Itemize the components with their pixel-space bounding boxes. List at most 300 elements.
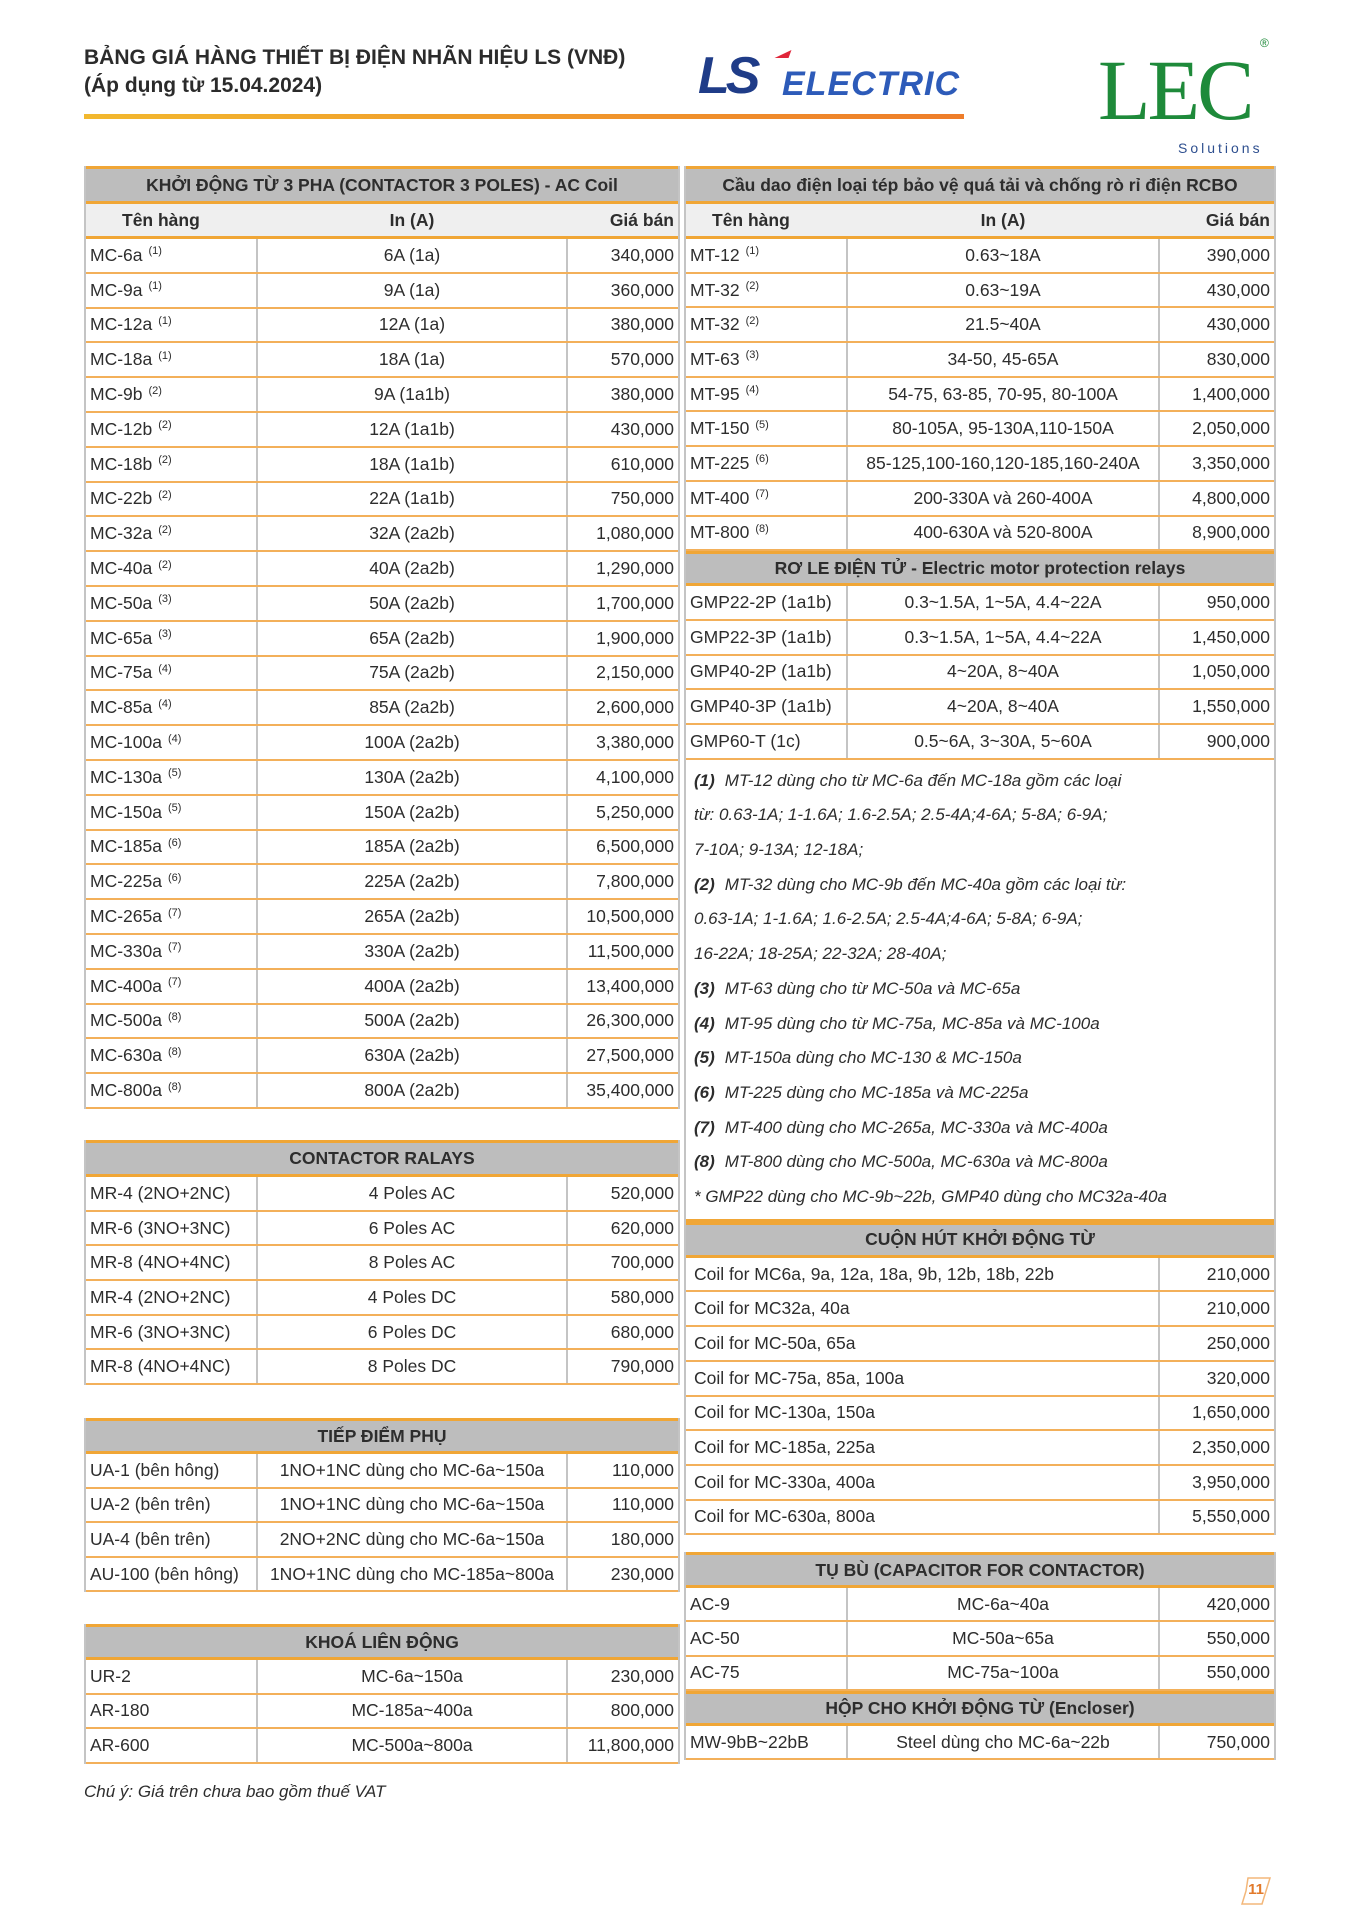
cell-name	[86, 239, 256, 272]
section-title: KHOÁ LIÊN ĐỘNG	[86, 1624, 678, 1660]
cell-name-text: MC-9b	[90, 384, 143, 405]
footnote-ref: (1)	[158, 314, 172, 327]
cell-price	[1160, 274, 1274, 307]
cell-name	[86, 1729, 256, 1762]
cell-price	[568, 761, 678, 794]
cell-name	[686, 1657, 846, 1689]
cell-rating-text: 225A (2a2b)	[364, 871, 460, 892]
cell-price	[568, 552, 678, 585]
cell-spec	[256, 1523, 568, 1556]
footnote-text: MT-800 dùng cho MC-500a, MC-630a và MC-800a	[724, 1152, 1108, 1172]
cell-name	[686, 690, 846, 723]
cell-name-text: GMP22-2P (1a1b)	[690, 592, 832, 613]
cell-name	[686, 517, 846, 550]
table-row	[686, 1258, 1274, 1293]
cell-price-text: 27,500,000	[586, 1045, 674, 1066]
cell-price	[568, 483, 678, 516]
cell-name	[86, 587, 256, 620]
footnote-ref: (4)	[158, 662, 172, 675]
cell-price-text: 1,650,000	[1192, 1402, 1270, 1423]
cell-price	[568, 1005, 678, 1038]
cell-rating	[256, 343, 568, 376]
cell-price	[1160, 1292, 1274, 1325]
footnote-ref: (2)	[148, 384, 162, 397]
cell-name-text: MT-150	[690, 418, 750, 439]
cell-name	[86, 1177, 256, 1210]
cell-name	[686, 1622, 846, 1654]
table-row	[686, 412, 1274, 447]
cell-rating-text: 54-75, 63-85, 70-95, 80-100A	[888, 383, 1118, 404]
footnote-ref: (1)	[745, 245, 760, 258]
cell-name-text: AC-9	[690, 1593, 730, 1614]
cell-price	[568, 517, 678, 550]
cell-name	[86, 483, 256, 516]
cell-rating-text: 500A (2a2b)	[364, 1010, 460, 1031]
table-row	[686, 1362, 1274, 1397]
cell-rating	[846, 517, 1160, 550]
cell-name-text: MR-6 (3NO+3NC)	[90, 1217, 231, 1238]
cell-price-text: 3,350,000	[1192, 452, 1270, 473]
footnote-line	[694, 764, 1266, 799]
cell-price	[568, 1316, 678, 1349]
cell-name	[686, 1327, 1160, 1360]
cell-rating-text: 6A (1a)	[383, 244, 441, 265]
cell-rating-text: 32A (2a2b)	[369, 523, 455, 544]
footnote-line	[694, 833, 1266, 868]
cell-rating	[256, 1074, 568, 1107]
table-row	[86, 1039, 678, 1074]
cell-rating-text: 0.5~6A, 3~30A, 5~60A	[914, 730, 1092, 751]
footnote-number: (8)	[694, 1152, 715, 1172]
col-name-header: Tên hàng	[122, 209, 200, 230]
cell-price-text: 4,800,000	[1192, 487, 1270, 508]
cell-rating-text: 9A (1a1b)	[374, 384, 450, 405]
cell-price-text: 2,050,000	[1192, 418, 1270, 439]
cell-price	[568, 622, 678, 655]
cell-name-text: MT-225	[690, 452, 750, 473]
cell-name-text: Coil for MC6a, 9a, 12a, 18a, 9b, 12b, 18b, 22b	[694, 1263, 1054, 1284]
cell-name	[86, 900, 256, 933]
cell-name	[86, 343, 256, 376]
cell-rating-text: 4~20A, 8~40A	[947, 696, 1059, 717]
cell-spec-text: MC-6a~150a	[361, 1665, 463, 1686]
cell-rating	[256, 622, 568, 655]
cell-price-text: 35,400,000	[586, 1080, 674, 1101]
table-row	[686, 447, 1274, 482]
cell-price	[1160, 308, 1274, 341]
cell-price-text: 110,000	[612, 1459, 674, 1480]
cell-spec	[846, 1657, 1160, 1689]
section-title: RƠ LE ĐIỆN TỬ - Electric motor protection relays	[686, 551, 1274, 586]
cell-price-text: 830,000	[1206, 348, 1270, 369]
footnote-ref: (4)	[158, 697, 172, 710]
cell-name	[686, 621, 846, 654]
cell-rating-text: 85-125,100-160,120-185,160-240A	[866, 452, 1140, 473]
cell-rating	[256, 1005, 568, 1038]
cell-name	[86, 1316, 256, 1349]
lec-logo-sub: Solutions	[1178, 140, 1263, 156]
cell-price-text: 1,080,000	[596, 523, 674, 544]
cell-price-text: 8,900,000	[1192, 522, 1270, 543]
cell-name	[86, 517, 256, 550]
cell-spec	[846, 1622, 1160, 1654]
footnote-text: MT-225 dùng cho MC-185a và MC-225a	[724, 1082, 1029, 1102]
cell-name-text: MC-50a	[90, 592, 153, 613]
footnote-ref: (5)	[167, 802, 182, 815]
footnote-number: (3)	[694, 978, 715, 998]
cell-price	[568, 1660, 678, 1693]
cell-spec-text: MC-185a~400a	[351, 1700, 473, 1721]
cell-price	[568, 1454, 678, 1487]
cell-price	[1160, 1258, 1274, 1291]
cell-name	[86, 970, 256, 1003]
cell-rating	[256, 761, 568, 794]
cell-spec-text: MC-6a~40a	[957, 1593, 1049, 1614]
table-row	[686, 343, 1274, 378]
footnote-ref: (7)	[167, 976, 182, 989]
cell-spec-text: MC-75a~100a	[947, 1662, 1059, 1683]
footnote-ref: (1)	[148, 280, 162, 293]
cell-name-text: GMP60-T (1c)	[690, 730, 801, 751]
footnote-ref: (4)	[167, 732, 182, 745]
cell-price	[1160, 1466, 1274, 1499]
cell-price	[568, 1074, 678, 1107]
cell-rating-text: 400-630A và 520-800A	[913, 522, 1093, 543]
cell-price-text: 1,700,000	[596, 592, 674, 613]
cell-name-text: MC-100a	[90, 732, 162, 753]
cell-price-text: 5,250,000	[596, 801, 674, 822]
cell-price	[1160, 690, 1274, 723]
cell-name-text: Coil for MC-75a, 85a, 100a	[694, 1367, 905, 1388]
table-row	[686, 1622, 1274, 1656]
cell-name-text: UA-4 (bên trên)	[90, 1528, 211, 1549]
cell-name	[686, 725, 846, 758]
cell-price	[1160, 482, 1274, 515]
cell-spec	[846, 1726, 1160, 1759]
cell-price-text: 520,000	[610, 1182, 674, 1203]
cell-price-text: 11,800,000	[587, 1734, 674, 1755]
cell-price-text: 430,000	[1206, 314, 1270, 335]
table-row	[86, 1316, 678, 1351]
cell-rating-text: 9A (1a)	[383, 279, 441, 300]
cell-rating	[256, 796, 568, 829]
cell-rating-text: 75A (2a2b)	[369, 662, 455, 683]
cell-price-text: 750,000	[610, 488, 674, 509]
footnote-ref: (8)	[167, 1045, 182, 1058]
cell-name	[686, 656, 846, 689]
footnote-line	[694, 1180, 1266, 1215]
cell-rating	[256, 413, 568, 446]
cell-price-text: 320,000	[1206, 1367, 1270, 1388]
cell-name	[686, 1397, 1160, 1430]
cell-name-text: MC-65a	[90, 627, 153, 648]
table-row	[686, 1431, 1274, 1466]
cell-name-text: GMP22-3P (1a1b)	[690, 626, 832, 647]
cell-price-text: 1,050,000	[1192, 661, 1270, 682]
table-header	[86, 204, 678, 239]
cell-name	[686, 1726, 846, 1759]
footnote-text: MT-63 dùng cho từ MC-50a và MC-65a	[724, 978, 1021, 998]
cell-rating	[256, 865, 568, 898]
cell-spec	[256, 1558, 568, 1591]
cell-rating	[256, 552, 568, 585]
section-title: CUỘN HÚT KHỞI ĐỘNG TỪ	[686, 1222, 1274, 1258]
ls-logo-mark: LS	[698, 47, 757, 105]
footnote-ref: (7)	[755, 488, 769, 501]
cell-rating	[256, 831, 568, 864]
table-row	[686, 308, 1274, 343]
cell-rating-text: 12A (1a1b)	[369, 418, 455, 439]
cell-price-text: 620,000	[610, 1217, 674, 1238]
cell-spec	[256, 1177, 568, 1210]
cell-rating	[846, 621, 1160, 654]
cell-spec-text: 4 Poles AC	[368, 1182, 456, 1203]
table-row	[686, 378, 1274, 413]
cell-rating-text: 0.3~1.5A, 1~5A, 4.4~22A	[904, 626, 1102, 647]
cell-price-text: 380,000	[610, 314, 674, 335]
cell-rating	[846, 656, 1160, 689]
cell-rating-text: 4~20A, 8~40A	[947, 661, 1059, 682]
cell-name-text: MC-18b	[90, 453, 153, 474]
cell-rating-text: 200-330A và 260-400A	[913, 487, 1093, 508]
cell-name	[86, 622, 256, 655]
cell-name-text: MR-8 (4NO+4NC)	[90, 1252, 231, 1273]
cell-price	[568, 1558, 678, 1591]
cell-name-text: UA-2 (bên trên)	[90, 1494, 211, 1515]
cell-price	[568, 1177, 678, 1210]
cell-rating	[256, 587, 568, 620]
vat-note: Chú ý: Giá trên chưa bao gồm thuế VAT	[84, 1782, 386, 1801]
cell-price	[568, 1212, 678, 1245]
cell-spec	[256, 1660, 568, 1693]
footnote-ref: (2)	[158, 523, 172, 536]
table-row	[86, 1074, 678, 1109]
cell-price	[568, 378, 678, 411]
cell-price	[568, 1729, 678, 1762]
col-price-header: Giá bán	[609, 209, 674, 230]
footnote-number: (1)	[694, 770, 715, 790]
table-row	[86, 1454, 678, 1489]
cell-name-text: AU-100 (bên hông)	[90, 1563, 239, 1584]
cell-rating	[256, 309, 568, 342]
cell-spec-text: MC-50a~65a	[952, 1627, 1054, 1648]
cell-price-text: 13,400,000	[586, 975, 674, 996]
cell-price	[1160, 412, 1274, 445]
table-row	[86, 1695, 678, 1730]
capacitor-table	[684, 1552, 1276, 1760]
cell-name-text: UR-2	[90, 1665, 131, 1686]
table-row	[86, 1660, 678, 1695]
table-row	[86, 1005, 678, 1040]
footnote-line	[694, 798, 1266, 833]
cell-price-text: 750,000	[1206, 1731, 1270, 1752]
footnote-ref: (2)	[745, 280, 760, 293]
table-row	[686, 586, 1274, 621]
cell-name-text: MT-32	[690, 314, 740, 335]
cell-rating	[846, 274, 1160, 307]
cell-price	[1160, 378, 1274, 411]
cell-price-text: 4,100,000	[596, 766, 674, 787]
footnote-ref: (6)	[755, 453, 769, 466]
cell-price-text: 180,000	[610, 1528, 674, 1549]
footnote-line	[694, 1007, 1266, 1042]
cell-rating-text: 18A (1a1b)	[369, 453, 455, 474]
cell-rating-text: 50A (2a2b)	[369, 592, 455, 613]
table-row	[86, 448, 678, 483]
table-row	[686, 1397, 1274, 1432]
cell-price	[568, 274, 678, 307]
col-name-header: Tên hàng	[712, 209, 790, 230]
cell-price-text: 950,000	[1206, 592, 1270, 613]
cell-name	[686, 274, 846, 307]
cell-name-text: MR-4 (2NO+2NC)	[90, 1286, 231, 1307]
cell-price	[568, 239, 678, 272]
cell-name-text: MC-75a	[90, 662, 153, 683]
footnote-ref: (2)	[158, 454, 172, 467]
cell-rating-text: 265A (2a2b)	[364, 906, 460, 927]
cell-name	[86, 1281, 256, 1314]
footnote-number: (6)	[694, 1082, 715, 1102]
cell-price-text: 3,380,000	[596, 732, 674, 753]
footnote-number: (5)	[694, 1048, 715, 1068]
cell-spec-text: 1NO+1NC dùng cho MC-6a~150a	[279, 1459, 545, 1480]
cell-price-text: 550,000	[1206, 1662, 1270, 1683]
cell-name	[686, 1362, 1160, 1395]
cell-rating	[846, 482, 1160, 515]
cell-spec	[256, 1350, 568, 1383]
footnote-text: 16-22A; 18-25A; 22-32A; 28-40A;	[694, 944, 947, 964]
cell-price	[1160, 447, 1274, 480]
cell-rating-text: 0.63~19A	[965, 279, 1041, 300]
cell-price	[1160, 621, 1274, 654]
cell-price	[1160, 1327, 1274, 1360]
section-title: TỤ BÙ (CAPACITOR FOR CONTACTOR)	[686, 1552, 1274, 1588]
cell-name	[686, 482, 846, 515]
footnote-text: MT-95 dùng cho từ MC-75a, MC-85a và MC-100a	[724, 1013, 1100, 1033]
cell-spec	[256, 1695, 568, 1728]
footnote-number: (7)	[694, 1117, 715, 1137]
cell-rating	[256, 448, 568, 481]
cell-price-text: 800,000	[610, 1700, 674, 1721]
cell-rating-text: 800A (2a2b)	[364, 1080, 460, 1101]
cell-name	[86, 1695, 256, 1728]
ls-logo-accent-icon	[775, 50, 792, 58]
cell-price	[568, 796, 678, 829]
cell-rating-text: 185A (2a2b)	[364, 836, 460, 857]
cell-rating-text: 34-50, 45-65A	[947, 348, 1059, 369]
table-row	[86, 691, 678, 726]
cell-price-text: 1,290,000	[596, 558, 674, 579]
cell-name-text: MC-32a	[90, 523, 153, 544]
contactor-relays-table	[84, 1140, 680, 1385]
cell-name-text: MT-63	[690, 348, 740, 369]
cell-name-text: Coil for MC-185a, 225a	[694, 1437, 875, 1458]
cell-price	[568, 1281, 678, 1314]
ls-electric-logo	[698, 46, 968, 106]
cell-price	[1160, 1657, 1274, 1689]
cell-price	[1160, 656, 1274, 689]
cell-spec-text: 8 Poles AC	[368, 1252, 456, 1273]
cell-rating	[256, 1039, 568, 1072]
cell-rating	[256, 274, 568, 307]
cell-name-text: MC-500a	[90, 1010, 162, 1031]
cell-name-text: Coil for MC-630a, 800a	[694, 1506, 875, 1527]
cell-rating	[256, 483, 568, 516]
footnote-ref: (3)	[158, 593, 172, 606]
cell-rating-text: 80-105A, 95-130A,110-150A	[892, 418, 1114, 439]
cell-rating	[256, 239, 568, 272]
footnote-line	[694, 868, 1266, 903]
contactor-3p-table	[84, 166, 680, 1109]
cell-rating	[256, 935, 568, 968]
cell-price	[1160, 1501, 1274, 1534]
cell-spec-text: 8 Poles DC	[367, 1356, 457, 1377]
table-row	[686, 239, 1274, 274]
cell-name	[86, 796, 256, 829]
cell-price	[568, 935, 678, 968]
cell-price-text: 7,800,000	[596, 871, 674, 892]
footnote-line	[694, 1076, 1266, 1111]
cell-price-text: 610,000	[610, 453, 674, 474]
cell-price-text: 1,450,000	[1192, 626, 1270, 647]
col-rating-header: In (A)	[389, 209, 435, 230]
cell-rating-text: 85A (2a2b)	[369, 697, 455, 718]
cell-name	[86, 691, 256, 724]
cell-name-text: Coil for MC-330a, 400a	[694, 1471, 875, 1492]
table-row	[86, 1281, 678, 1316]
footnote-ref: (5)	[755, 418, 769, 431]
cell-price	[568, 1350, 678, 1383]
cell-price	[568, 413, 678, 446]
table-row	[686, 274, 1274, 309]
table-row	[686, 1501, 1274, 1536]
cell-name-text: UA-1 (bên hông)	[90, 1459, 220, 1480]
cell-name-text: Coil for MC-130a, 150a	[694, 1402, 875, 1423]
cell-name	[86, 413, 256, 446]
cell-name	[86, 865, 256, 898]
cell-name-text: MC-85a	[90, 697, 153, 718]
table-row	[686, 621, 1274, 656]
cell-rating	[846, 690, 1160, 723]
footnotes-box	[686, 760, 1274, 1222]
cell-price	[1160, 1431, 1274, 1464]
footnote-text: * GMP22 dùng cho MC-9b~22b, GMP40 dùng cho MC32a-40a	[694, 1187, 1167, 1207]
table-row	[86, 587, 678, 622]
cell-price-text: 230,000	[610, 1665, 674, 1686]
cell-name	[86, 1039, 256, 1072]
footnote-text: 0.63-1A; 1-1.6A; 1.6-2.5A; 2.5-4A;4-6A; 5-8A; 6-9A;	[694, 909, 1083, 929]
table-row	[86, 1489, 678, 1524]
cell-name	[86, 309, 256, 342]
table-row	[86, 413, 678, 448]
footnote-ref: (3)	[745, 349, 760, 362]
cell-name-text: Coil for MC32a, 40a	[694, 1298, 850, 1319]
cell-price-text: 700,000	[610, 1252, 674, 1273]
cell-name-text: AR-180	[90, 1700, 150, 1721]
cell-name	[686, 412, 846, 445]
footnote-text: từ: 0.63-1A; 1-1.6A; 1.6-2.5A; 2.5-4A;4-6A; 5-8A; 6-9A;	[694, 805, 1108, 825]
cell-spec	[256, 1454, 568, 1487]
table-row	[86, 378, 678, 413]
cell-name-text: MT-32	[690, 279, 740, 300]
section-title: TIẾP ĐIỂM PHỤ	[86, 1418, 678, 1454]
cell-name-text: MC-185a	[90, 836, 162, 857]
cell-name-text: MC-225a	[90, 871, 162, 892]
cell-name-text: MW-9bB~22bB	[690, 1731, 809, 1752]
cell-price-text: 26,300,000	[586, 1010, 674, 1031]
registered-mark-icon: ®	[1260, 36, 1269, 50]
cell-price	[1160, 586, 1274, 619]
